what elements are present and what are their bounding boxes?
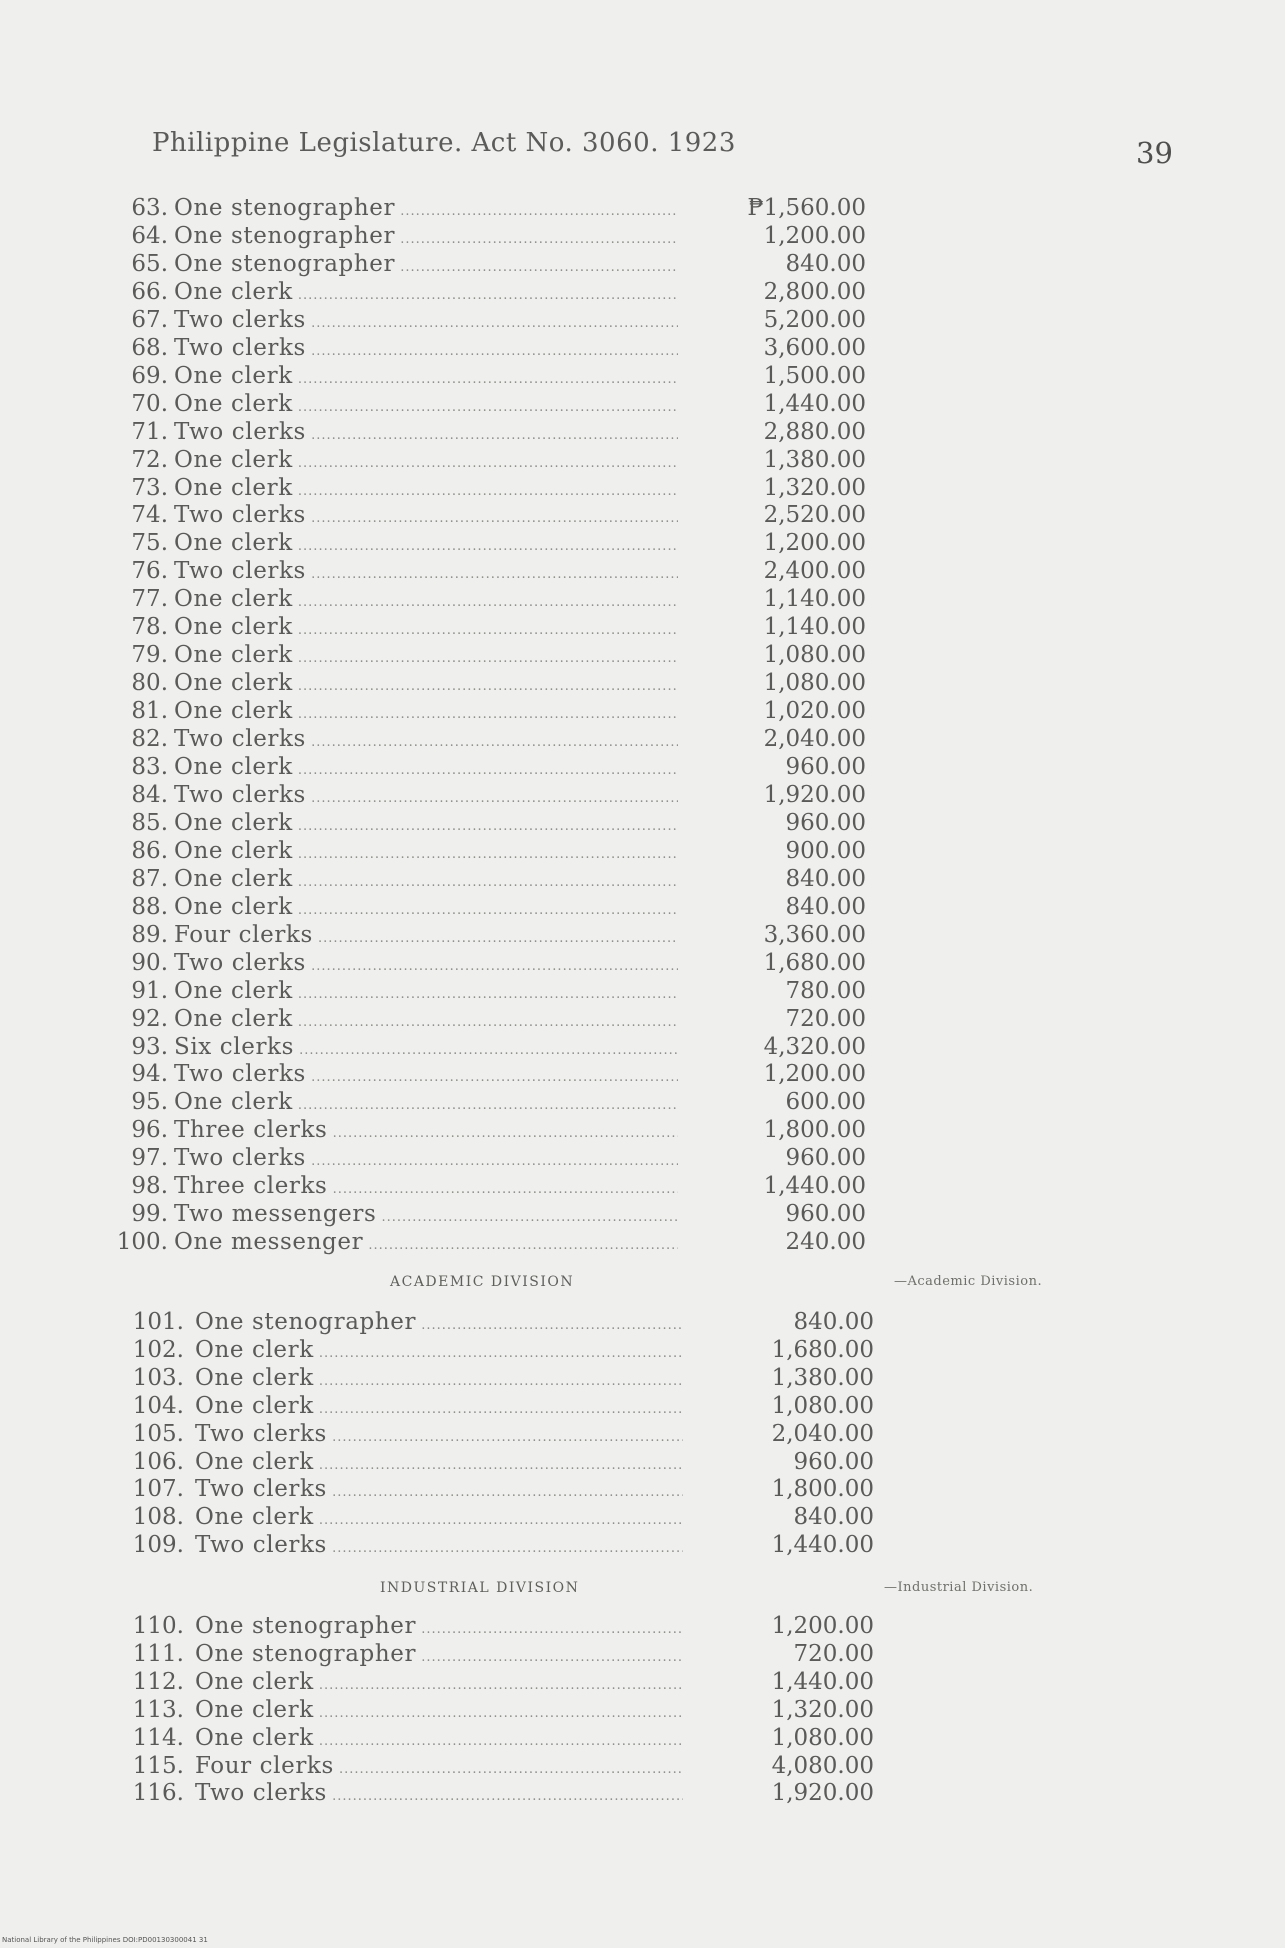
entry-row bbox=[0, 1200, 866, 1228]
entry-number: 98. bbox=[131, 1173, 168, 1200]
entry-label: Two clerks ..... bbox=[174, 949, 678, 977]
entry-row bbox=[0, 501, 866, 529]
entry-amount: 960.00 bbox=[785, 754, 866, 780]
entry-number: 67. bbox=[131, 306, 168, 333]
entry-label: Two clerks ..... bbox=[174, 781, 678, 809]
entry-row bbox=[0, 613, 866, 641]
entry-amount: 1,440.00 bbox=[771, 1668, 874, 1695]
entry-label: Two clerks ..... bbox=[174, 306, 678, 334]
entry-label: One stenographer ..... bbox=[195, 1612, 683, 1640]
entry-number: 112. bbox=[132, 1668, 184, 1695]
entry-label: One clerk ..... bbox=[195, 1448, 683, 1476]
entry-row bbox=[0, 1060, 866, 1088]
entry-amount: 960.00 bbox=[785, 809, 866, 836]
entry-row bbox=[0, 669, 866, 697]
entry-amount: 2,880.00 bbox=[763, 418, 866, 445]
entry-label: One clerk ..... bbox=[174, 669, 678, 697]
entry-amount: 960.00 bbox=[785, 1201, 866, 1228]
entry-amount: 1,440.00 bbox=[763, 1173, 866, 1200]
entry-label: One clerk ..... bbox=[174, 1005, 678, 1033]
entry-amount: 1,920.00 bbox=[763, 781, 866, 808]
entry-amount: 1,320.00 bbox=[763, 474, 866, 501]
entry-row bbox=[0, 334, 866, 362]
entry-label: One clerk ..... bbox=[195, 1503, 683, 1531]
entry-number: 78. bbox=[131, 614, 168, 641]
entry-amount: 1,020.00 bbox=[763, 698, 866, 725]
entry-number: 66. bbox=[131, 278, 168, 305]
entry-row bbox=[0, 753, 866, 781]
entry-label: Three clerks ..... bbox=[174, 1116, 678, 1144]
entry-amount: 840.00 bbox=[785, 893, 866, 920]
entry-amount: 600.00 bbox=[785, 1089, 866, 1116]
entry-amount: 720.00 bbox=[793, 1640, 874, 1667]
entry-amount: 4,320.00 bbox=[763, 1033, 866, 1060]
entry-amount: 1,080.00 bbox=[771, 1392, 874, 1419]
entry-number: 95. bbox=[131, 1089, 168, 1116]
entry-label: One clerk ..... bbox=[174, 529, 678, 557]
entry-number: 88. bbox=[131, 893, 168, 920]
entry-label: One clerk ..... bbox=[174, 977, 678, 1005]
entry-row bbox=[0, 865, 866, 893]
entry-number: 100. bbox=[116, 1229, 168, 1256]
entry-amount: 2,400.00 bbox=[763, 558, 866, 585]
entry-row bbox=[0, 1724, 874, 1752]
entry-row bbox=[0, 474, 866, 502]
entry-number: 92. bbox=[131, 1005, 168, 1032]
entry-amount: 2,040.00 bbox=[763, 726, 866, 753]
entry-row bbox=[0, 1005, 866, 1033]
entry-row bbox=[0, 1752, 874, 1780]
entry-number: 94. bbox=[131, 1061, 168, 1088]
entry-label: Two clerks ..... bbox=[174, 501, 678, 529]
entry-label: One clerk ..... bbox=[195, 1336, 683, 1364]
entry-amount: 1,500.00 bbox=[763, 362, 866, 389]
section-heading-industrial: INDUSTRIAL DIVISION bbox=[380, 1580, 580, 1596]
entry-number: 74. bbox=[131, 502, 168, 529]
entry-label: Two clerks ..... bbox=[195, 1531, 683, 1559]
entry-row bbox=[0, 1531, 874, 1559]
entry-row bbox=[0, 1503, 874, 1531]
section-heading-academic: ACADEMIC DIVISION bbox=[390, 1274, 575, 1290]
entry-label: Two messengers ..... bbox=[174, 1200, 678, 1228]
entry-amount: 900.00 bbox=[785, 837, 866, 864]
entry-number: 76. bbox=[131, 558, 168, 585]
entry-row bbox=[0, 949, 866, 977]
entry-row bbox=[0, 306, 866, 334]
entry-number: 109. bbox=[132, 1532, 184, 1559]
entry-number: 103. bbox=[132, 1364, 184, 1391]
entry-label: One clerk ..... bbox=[195, 1364, 683, 1392]
entry-row bbox=[0, 1033, 866, 1061]
entry-row bbox=[0, 1144, 866, 1172]
entry-amount: 1,380.00 bbox=[763, 446, 866, 473]
entry-number: 77. bbox=[131, 586, 168, 613]
entry-label: Six clerks ..... bbox=[174, 1033, 678, 1061]
entry-label: One clerk ..... bbox=[195, 1696, 683, 1724]
entry-amount: 1,080.00 bbox=[763, 642, 866, 669]
entry-number: 106. bbox=[132, 1448, 184, 1475]
entry-number: 102. bbox=[132, 1336, 184, 1363]
entry-label: Two clerks ..... bbox=[174, 334, 678, 362]
entry-amount: 1,920.00 bbox=[771, 1780, 874, 1807]
entry-row bbox=[0, 390, 866, 418]
entry-number: 73. bbox=[131, 474, 168, 501]
entry-row bbox=[0, 557, 866, 585]
entry-row bbox=[0, 1448, 874, 1476]
entry-amount: 840.00 bbox=[793, 1504, 874, 1531]
entry-row bbox=[0, 1088, 866, 1116]
entry-label: Four clerks ..... bbox=[174, 921, 678, 949]
entry-row bbox=[0, 1116, 866, 1144]
entry-number: 71. bbox=[131, 418, 168, 445]
entry-label: One clerk ..... bbox=[174, 865, 678, 893]
entry-row bbox=[0, 446, 866, 474]
entry-amount: 5,200.00 bbox=[763, 306, 866, 333]
entry-amount: 780.00 bbox=[785, 977, 866, 1004]
entry-label: One clerk ..... bbox=[195, 1668, 683, 1696]
entry-label: One stenographer ..... bbox=[174, 250, 678, 278]
entry-label: One stenographer ..... bbox=[195, 1308, 683, 1336]
entry-number: 84. bbox=[131, 781, 168, 808]
entry-amount: 240.00 bbox=[785, 1229, 866, 1256]
entry-number: 107. bbox=[132, 1476, 184, 1503]
entry-number: 70. bbox=[131, 390, 168, 417]
entry-amount: 720.00 bbox=[785, 1005, 866, 1032]
entry-amount: 3,600.00 bbox=[763, 334, 866, 361]
entry-number: 64. bbox=[131, 222, 168, 249]
entry-number: 110. bbox=[132, 1613, 184, 1639]
entry-label: One clerk ..... bbox=[174, 893, 678, 921]
entry-row bbox=[0, 585, 866, 613]
entry-amount: 1,140.00 bbox=[763, 586, 866, 613]
entry-amount: 1,080.00 bbox=[771, 1724, 874, 1751]
entry-amount: 1,080.00 bbox=[763, 670, 866, 697]
scan-credit: National Library of the Philippines DOI:PD00130300041 31 bbox=[2, 1936, 208, 1944]
entry-amount: 4,080.00 bbox=[771, 1752, 874, 1779]
entry-row bbox=[0, 278, 866, 306]
entry-label: Two clerks ..... bbox=[174, 1060, 678, 1088]
entry-number: 91. bbox=[131, 977, 168, 1004]
entry-row bbox=[0, 1696, 874, 1724]
entry-row bbox=[0, 1308, 874, 1336]
entry-number: 69. bbox=[131, 362, 168, 389]
entry-number: 99. bbox=[131, 1201, 168, 1228]
entry-amount: ₱1,560.00 bbox=[747, 195, 866, 221]
entry-label: Two clerks ..... bbox=[195, 1475, 683, 1503]
entry-label: Two clerks ..... bbox=[174, 557, 678, 585]
entry-number: 80. bbox=[131, 670, 168, 697]
entry-row bbox=[0, 921, 866, 949]
entry-amount: 1,680.00 bbox=[763, 949, 866, 976]
entry-row bbox=[0, 893, 866, 921]
entry-number: 97. bbox=[131, 1145, 168, 1172]
entry-label: One stenographer ..... bbox=[174, 194, 678, 222]
entry-amount: 1,200.00 bbox=[763, 222, 866, 249]
entry-amount: 3,360.00 bbox=[763, 921, 866, 948]
entry-amount: 1,200.00 bbox=[771, 1613, 874, 1639]
entry-row bbox=[0, 1336, 874, 1364]
entry-number: 83. bbox=[131, 754, 168, 780]
entry-amount: 1,380.00 bbox=[771, 1364, 874, 1391]
entry-number: 104. bbox=[132, 1392, 184, 1419]
entry-number: 85. bbox=[131, 809, 168, 836]
entry-amount: 1,680.00 bbox=[771, 1336, 874, 1363]
entry-amount: 2,800.00 bbox=[763, 278, 866, 305]
entry-label: Two clerks ..... bbox=[195, 1779, 683, 1807]
entry-amount: 1,200.00 bbox=[763, 530, 866, 557]
entry-label: One stenographer ..... bbox=[195, 1640, 683, 1668]
entry-number: 63. bbox=[131, 195, 168, 221]
entry-number: 90. bbox=[131, 949, 168, 976]
entry-label: Four clerks ..... bbox=[195, 1752, 683, 1780]
running-head: Philippine Legislature. Act No. 3060. 1923 bbox=[152, 128, 736, 158]
entry-label: One clerk ..... bbox=[174, 474, 678, 502]
entry-amount: 2,040.00 bbox=[771, 1420, 874, 1447]
entry-label: One clerk ..... bbox=[195, 1724, 683, 1752]
entry-label: One clerk ..... bbox=[174, 1088, 678, 1116]
entry-amount: 960.00 bbox=[793, 1448, 874, 1475]
entry-label: One clerk ..... bbox=[174, 278, 678, 306]
entry-row bbox=[0, 697, 866, 725]
entry-row bbox=[0, 1668, 874, 1696]
entry-number: 89. bbox=[131, 921, 168, 948]
entry-amount: 1,200.00 bbox=[763, 1061, 866, 1088]
entry-label: One clerk ..... bbox=[174, 753, 678, 781]
entry-label: Two clerks ..... bbox=[174, 418, 678, 446]
entry-row bbox=[0, 837, 866, 865]
entry-amount: 1,440.00 bbox=[763, 390, 866, 417]
entry-number: 87. bbox=[131, 865, 168, 892]
entry-row bbox=[0, 1779, 874, 1807]
entry-row bbox=[0, 1172, 866, 1200]
entry-number: 82. bbox=[131, 726, 168, 753]
entry-label: One clerk ..... bbox=[174, 641, 678, 669]
entry-number: 111. bbox=[132, 1640, 184, 1667]
entry-label: One stenographer ..... bbox=[174, 222, 678, 250]
entry-row bbox=[0, 809, 866, 837]
entry-row bbox=[0, 250, 866, 278]
entry-number: 108. bbox=[132, 1504, 184, 1531]
entry-number: 96. bbox=[131, 1117, 168, 1144]
entry-label: One clerk ..... bbox=[174, 585, 678, 613]
entry-amount: 960.00 bbox=[785, 1145, 866, 1172]
entry-row bbox=[0, 1475, 874, 1503]
entry-number: 105. bbox=[132, 1420, 184, 1447]
entry-row bbox=[0, 1228, 866, 1256]
entry-number: 79. bbox=[131, 642, 168, 669]
entry-number: 114. bbox=[132, 1724, 184, 1751]
entry-label: One clerk ..... bbox=[174, 390, 678, 418]
entry-label: One clerk ..... bbox=[174, 613, 678, 641]
entry-row bbox=[0, 529, 866, 557]
entry-row bbox=[0, 977, 866, 1005]
entry-number: 65. bbox=[131, 250, 168, 277]
entry-row bbox=[0, 725, 866, 753]
entry-amount: 840.00 bbox=[793, 1309, 874, 1335]
entry-label: One clerk ..... bbox=[174, 362, 678, 390]
entry-row bbox=[0, 641, 866, 669]
entry-row bbox=[0, 1364, 874, 1392]
entry-label: One messenger ..... bbox=[174, 1228, 678, 1256]
entry-row bbox=[0, 1392, 874, 1420]
entry-amount: 1,140.00 bbox=[763, 614, 866, 641]
entry-number: 113. bbox=[132, 1696, 184, 1723]
entry-row bbox=[0, 1640, 874, 1668]
entry-row bbox=[0, 222, 866, 250]
entry-amount: 1,320.00 bbox=[771, 1696, 874, 1723]
entry-row bbox=[0, 194, 866, 222]
entry-label: One clerk ..... bbox=[174, 809, 678, 837]
entry-amount: 2,520.00 bbox=[763, 502, 866, 529]
entry-number: 101. bbox=[132, 1309, 184, 1335]
margin-note-academic: —Academic Division. bbox=[894, 1274, 1043, 1289]
entry-number: 93. bbox=[131, 1033, 168, 1060]
page-number: 39 bbox=[1136, 136, 1173, 170]
entry-label: One clerk ..... bbox=[195, 1392, 683, 1420]
entry-row bbox=[0, 781, 866, 809]
entry-row bbox=[0, 418, 866, 446]
entry-label: Three clerks ..... bbox=[174, 1172, 678, 1200]
entry-number: 68. bbox=[131, 334, 168, 361]
entry-label: One clerk ..... bbox=[174, 837, 678, 865]
entry-amount: 840.00 bbox=[785, 250, 866, 277]
entry-row bbox=[0, 1612, 874, 1640]
entry-label: Two clerks ..... bbox=[195, 1420, 683, 1448]
entry-number: 81. bbox=[131, 698, 168, 725]
entry-number: 116. bbox=[132, 1780, 184, 1807]
entry-amount: 1,800.00 bbox=[763, 1117, 866, 1144]
entry-label: One clerk ..... bbox=[174, 446, 678, 474]
entry-label: Two clerks ..... bbox=[174, 1144, 678, 1172]
entry-row bbox=[0, 362, 866, 390]
entry-amount: 1,440.00 bbox=[771, 1532, 874, 1559]
entry-number: 115. bbox=[132, 1752, 184, 1779]
entry-number: 75. bbox=[131, 530, 168, 557]
entry-row bbox=[0, 1420, 874, 1448]
entry-label: Two clerks ..... bbox=[174, 725, 678, 753]
entry-number: 86. bbox=[131, 837, 168, 864]
entry-label: One clerk ..... bbox=[174, 697, 678, 725]
margin-note-industrial: —Industrial Division. bbox=[884, 1580, 1034, 1595]
entry-number: 72. bbox=[131, 446, 168, 473]
entry-amount: 840.00 bbox=[785, 865, 866, 892]
entry-amount: 1,800.00 bbox=[771, 1476, 874, 1503]
